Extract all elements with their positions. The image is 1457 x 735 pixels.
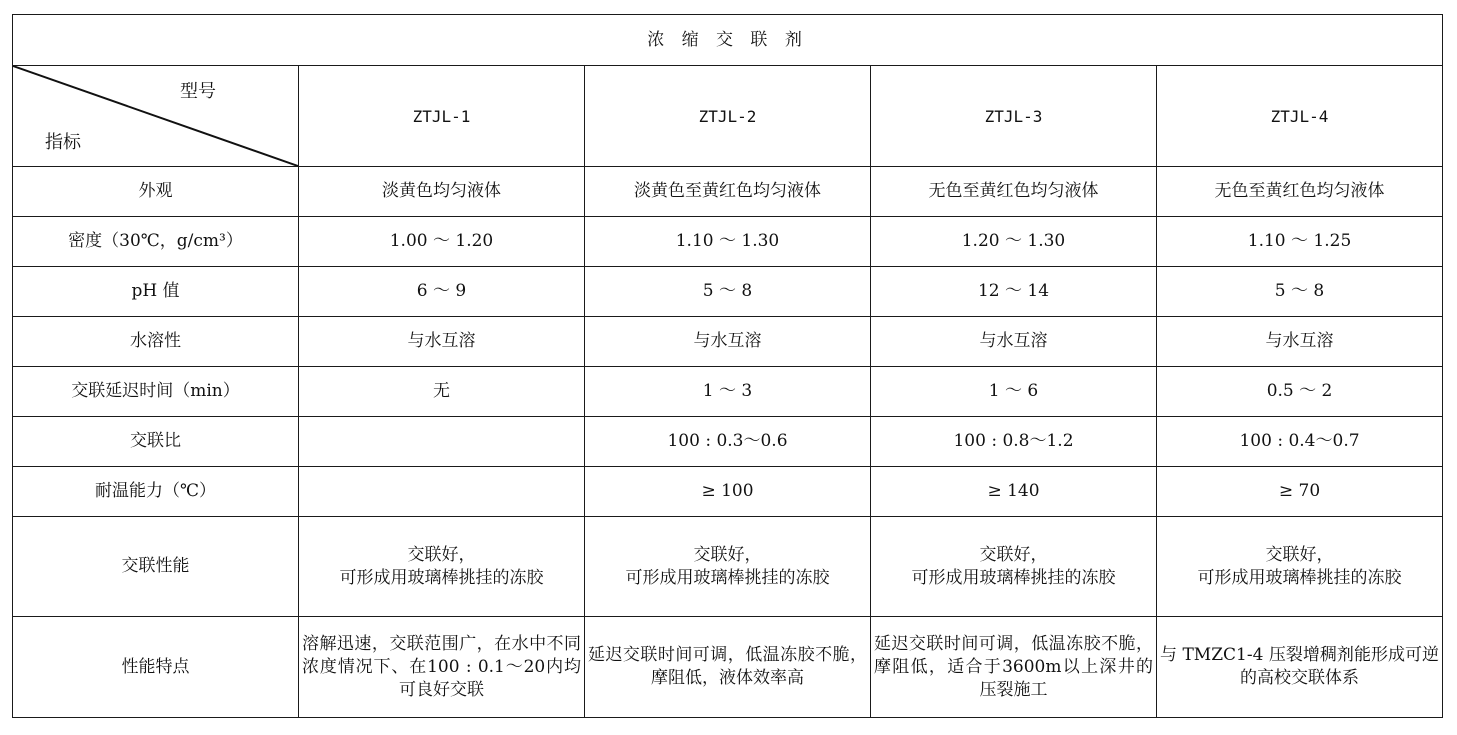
table-cell xyxy=(871,617,1157,718)
table-cell: 1.10 ～ 1.25 xyxy=(1157,217,1443,267)
table-cell: 1 ～ 3 xyxy=(585,367,871,417)
table-cell: 1.20 ～ 1.30 xyxy=(871,217,1157,267)
table-cell: 淡黄色至黄红色均匀液体 xyxy=(585,167,871,217)
spec-table xyxy=(12,14,1443,718)
table-cell: 5 ～ 8 xyxy=(585,267,871,317)
row-label: 密度（30℃，g/cm³） xyxy=(13,217,299,267)
table-row xyxy=(13,267,1443,317)
table-cell xyxy=(299,417,585,467)
row-label: 交联延迟时间（min） xyxy=(13,367,299,417)
table-cell: 0.5 ～ 2 xyxy=(1157,367,1443,417)
row-label: 外观 xyxy=(13,167,299,217)
table-cell xyxy=(299,467,585,517)
performance-line: 交联好， xyxy=(407,544,476,565)
table-cell xyxy=(1157,517,1443,617)
header-corner-model: 型号 xyxy=(180,81,216,102)
table-cell: 5 ～ 8 xyxy=(1157,267,1443,317)
table-cell: 无色至黄红色均匀液体 xyxy=(871,167,1157,217)
table-row xyxy=(13,367,1443,417)
row-label: 耐温能力（℃） xyxy=(13,467,299,517)
table-cell xyxy=(585,617,871,718)
feature-text: 溶解迅速，交联范围广，在水中不同浓度情况下、在100 : 0.1～20内均可良好交联 xyxy=(302,633,581,700)
header-corner-cell xyxy=(13,66,299,167)
row-label: 性能特点 xyxy=(13,617,299,718)
column-header: ZTJL-4 xyxy=(1157,66,1443,167)
performance-line: 交联好， xyxy=(1265,544,1334,565)
table-cell: 淡黄色均匀液体 xyxy=(299,167,585,217)
table-cell: 与水互溶 xyxy=(1157,317,1443,367)
performance-line: 交联好， xyxy=(693,544,762,565)
table-row xyxy=(13,467,1443,517)
table-cell: 100 : 0.3～0.6 xyxy=(585,417,871,467)
table-row xyxy=(13,167,1443,217)
row-label: 水溶性 xyxy=(13,317,299,367)
feature-text: 与 TMZC1-4 压裂增稠剂能形成可逆的高校交联体系 xyxy=(1160,645,1440,688)
table-cell: ≥ 100 xyxy=(585,467,871,517)
table-cell: 100 : 0.8～1.2 xyxy=(871,417,1157,467)
table-cell: 1.00 ～ 1.20 xyxy=(299,217,585,267)
performance-line: 交联好， xyxy=(979,544,1048,565)
row-label: 交联比 xyxy=(13,417,299,467)
table-row xyxy=(13,617,1443,718)
table-cell: ≥ 70 xyxy=(1157,467,1443,517)
row-label: pH 值 xyxy=(13,267,299,317)
column-header: ZTJL-2 xyxy=(585,66,871,167)
performance-line: 可形成用玻璃棒挑挂的冻胶 xyxy=(911,567,1116,588)
table-cell: 与水互溶 xyxy=(299,317,585,367)
table-cell: ≥ 140 xyxy=(871,467,1157,517)
table-cell: 1.10 ～ 1.30 xyxy=(585,217,871,267)
table-title: 浓 缩 交 联 剂 xyxy=(13,15,1443,66)
table-row xyxy=(13,517,1443,617)
table-cell xyxy=(299,517,585,617)
table-cell: 与水互溶 xyxy=(871,317,1157,367)
column-header: ZTJL-1 xyxy=(299,66,585,167)
table-cell: 与水互溶 xyxy=(585,317,871,367)
table-row xyxy=(13,417,1443,467)
table-row xyxy=(13,217,1443,267)
table-cell xyxy=(871,517,1157,617)
table-cell: 100 : 0.4～0.7 xyxy=(1157,417,1443,467)
table-cell: 无 xyxy=(299,367,585,417)
performance-line: 可形成用玻璃棒挑挂的冻胶 xyxy=(625,567,830,588)
row-label: 交联性能 xyxy=(13,517,299,617)
table-cell: 无色至黄红色均匀液体 xyxy=(1157,167,1443,217)
feature-text: 延迟交联时间可调，低温冻胶不脆，摩阻低，液体效率高 xyxy=(588,645,867,688)
table-cell xyxy=(299,617,585,718)
feature-text: 延迟交联时间可调，低温冻胶不脆，摩阻低，适合于3600m以上深井的压裂施工 xyxy=(874,633,1153,700)
performance-line: 可形成用玻璃棒挑挂的冻胶 xyxy=(1197,567,1402,588)
table-cell xyxy=(1157,617,1443,718)
header-corner-index: 指标 xyxy=(45,132,81,153)
table-row xyxy=(13,317,1443,367)
table-cell: 12 ～ 14 xyxy=(871,267,1157,317)
header-row xyxy=(13,66,1443,167)
table-cell: 6 ～ 9 xyxy=(299,267,585,317)
table-cell: 1 ～ 6 xyxy=(871,367,1157,417)
title-row xyxy=(13,15,1443,66)
table-cell xyxy=(585,517,871,617)
performance-line: 可形成用玻璃棒挑挂的冻胶 xyxy=(339,567,544,588)
column-header: ZTJL-3 xyxy=(871,66,1157,167)
